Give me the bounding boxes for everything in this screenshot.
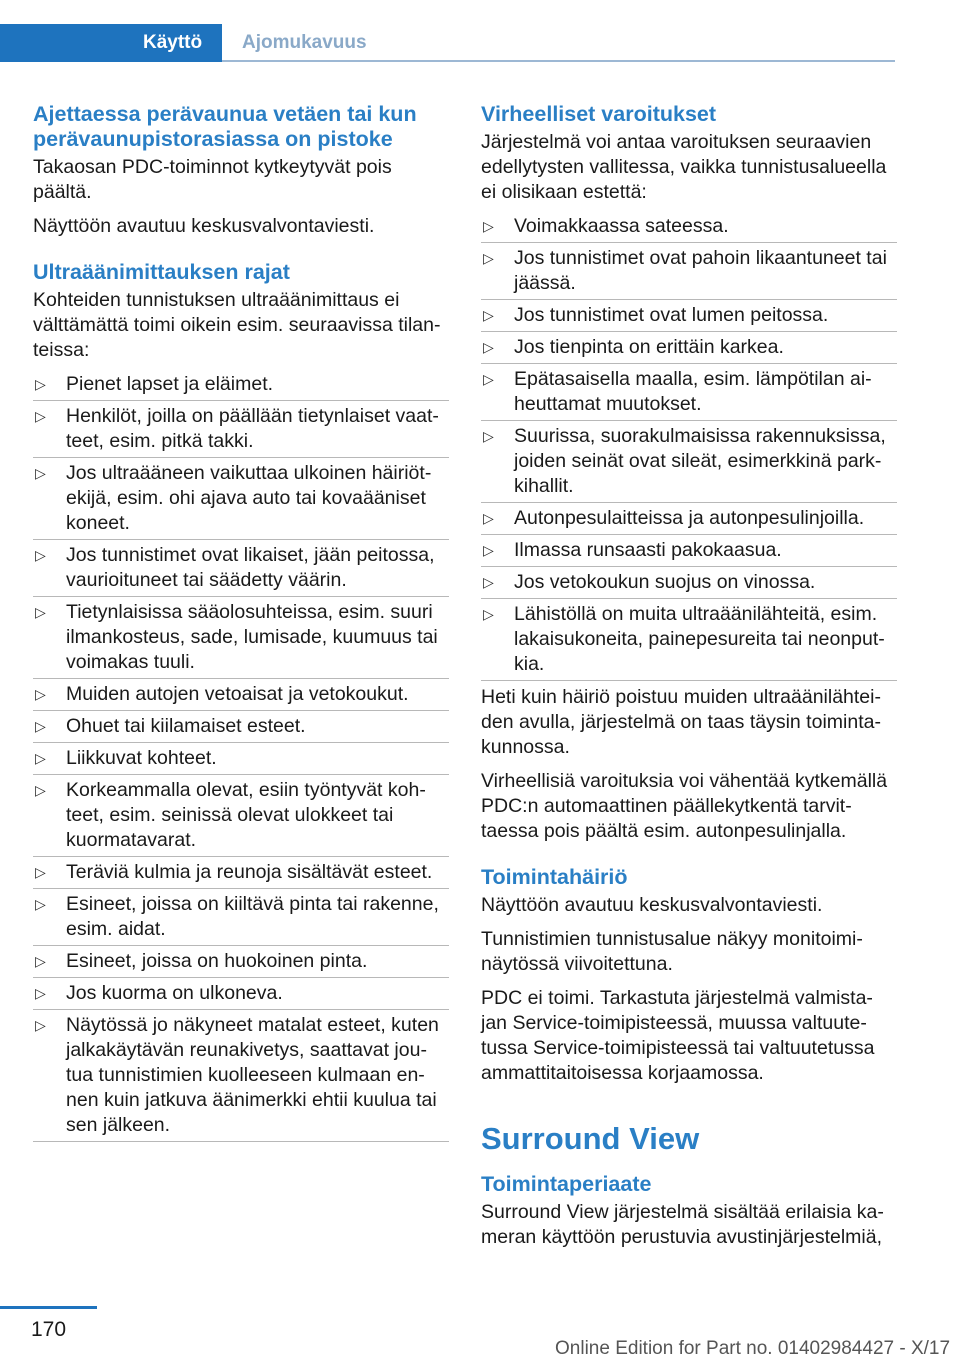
- triangle-bullet-icon: ▷: [35, 864, 46, 880]
- triangle-bullet-icon: ▷: [35, 408, 46, 424]
- triangle-bullet-icon: ▷: [35, 465, 46, 481]
- section-heading-trailer: Ajettaessa perävaunua vetäen tai kun perävaunupistorasiassa on pistoke: [33, 102, 417, 151]
- triangle-bullet-icon: ▷: [483, 250, 494, 266]
- list-item: ▷ Autonpesulaitteissa ja autonpesulinjoilla.: [481, 506, 897, 531]
- paragraph: Tunnistimien tunnistusalue näkyy monitoimi-näytössä viivoitettuna.: [481, 928, 863, 975]
- left-column: [33, 102, 449, 1146]
- list-item: ▷ Jos kuorma on ulkoneva.: [33, 981, 449, 1006]
- list-item: ▷ Ohuet tai kiilamaiset esteet.: [33, 714, 449, 739]
- triangle-bullet-icon: ▷: [483, 371, 494, 387]
- triangle-bullet-icon: ▷: [35, 376, 46, 392]
- section-heading-principle: Toimintaperiaate: [481, 1172, 652, 1196]
- paragraph: Näyttöön avautuu keskusvalvontaviesti.: [33, 215, 375, 237]
- list-item: ▷ Epätasaisella maalla, esim. lämpötilan ai-heuttamat muutokset.: [481, 367, 897, 417]
- list-item: ▷ Teräviä kulmia ja reunoja sisältävät esteet.: [33, 860, 449, 885]
- paragraph: Takaosan PDC-toiminnot kytkeytyvät pois päältä.: [33, 156, 392, 203]
- page-number: 170: [30, 1318, 67, 1341]
- list-item: ▷ Jos tunnistimet ovat pahoin likaantuneet tai jäässä.: [481, 246, 897, 296]
- list-item: ▷ Pienet lapset ja eläimet.: [33, 372, 449, 397]
- triangle-bullet-icon: ▷: [483, 606, 494, 622]
- footer-rule: [0, 1306, 97, 1309]
- chapter-heading-surround-view: Surround View: [481, 1121, 700, 1156]
- paragraph: Virheellisiä varoituksia voi vähentää kytkemällä PDC:n automaattinen päällekytkentä tarvit-taessa pois päältä esim. autonpesulinjalla.: [481, 770, 888, 842]
- triangle-bullet-icon: ▷: [35, 718, 46, 734]
- list-item: ▷ Jos tienpinta on erittäin karkea.: [481, 335, 897, 360]
- paragraph: Surround View järjestelmä sisältää erilaisia ka-meran käyttöön perustuvia avustinjärjestelmiä,: [481, 1201, 884, 1248]
- triangle-bullet-icon: ▷: [483, 339, 494, 355]
- section-heading-false-warnings: Virheelliset varoitukset: [481, 102, 717, 126]
- triangle-bullet-icon: ▷: [35, 547, 46, 563]
- triangle-bullet-icon: ▷: [483, 218, 494, 234]
- triangle-bullet-icon: ▷: [483, 307, 494, 323]
- list-item: ▷ Tietynlaisissa sääolosuhteissa, esim. suuri ilmankosteus, sade, lumisade, kuumuus tai voimakas tuuli.: [33, 600, 449, 675]
- list-item: ▷ Voimakkaassa sateessa.: [481, 214, 897, 239]
- triangle-bullet-icon: ▷: [35, 604, 46, 620]
- paragraph: Heti kuin häiriö poistuu muiden ultraäänilähtei-den avulla, järjestelmä on taas täysin toiminta-kunnossa.: [481, 686, 881, 758]
- paragraph: Järjestelmä voi antaa varoituksen seuraavien edellytysten vallitessa, vaikka tunnistusalueella ei olisikaan estettä:: [481, 131, 887, 203]
- section-heading-limits: Ultraäänimittauksen rajat: [33, 260, 290, 284]
- triangle-bullet-icon: ▷: [35, 896, 46, 912]
- list-item: ▷ Jos vetokoukun suojus on vinossa.: [481, 570, 897, 595]
- triangle-bullet-icon: ▷: [483, 510, 494, 526]
- list-item: ▷ Näytössä jo näkyneet matalat esteet, kuten jalkakäytävän reunakivetys, saattavat jou-tua tunnistimien kuolleeseen kulmaan en-nen kuin jatkuva äänimerkki ehtii kuulua tai sen jälkeen.: [33, 1013, 449, 1138]
- list-item: ▷ Lähistöllä on muita ultraäänilähteitä, esim. lakaisukoneita, painepesureita tai neonput-kia.: [481, 602, 897, 677]
- right-column: [481, 102, 897, 1259]
- paragraph: Kohteiden tunnistuksen ultraäänimittaus ei välttämättä toimi oikein esim. seuraavissa tilan-teissa:: [33, 289, 441, 361]
- list-item: ▷ Esineet, joissa on kiiltävä pinta tai rakenne, esim. aidat.: [33, 892, 449, 942]
- header-tabs: [0, 24, 367, 62]
- list-item: ▷ Ilmassa runsaasti pakokaasua.: [481, 538, 897, 563]
- list-item: ▷ Jos tunnistimet ovat lumen peitossa.: [481, 303, 897, 328]
- limits-list: [33, 372, 449, 1138]
- triangle-bullet-icon: ▷: [483, 428, 494, 444]
- triangle-bullet-icon: ▷: [35, 953, 46, 969]
- list-item: ▷ Liikkuvat kohteet.: [33, 746, 449, 771]
- list-item: ▷ Muiden autojen vetoaisat ja vetokoukut.: [33, 682, 449, 707]
- false-warnings-list: [481, 214, 897, 677]
- list-item: ▷ Jos tunnistimet ovat likaiset, jään peitossa, vaurioituneet tai säädetty väärin.: [33, 543, 449, 593]
- triangle-bullet-icon: ▷: [35, 1017, 46, 1033]
- triangle-bullet-icon: ▷: [35, 686, 46, 702]
- paragraph: Näyttöön avautuu keskusvalvontaviesti.: [481, 894, 823, 916]
- triangle-bullet-icon: ▷: [483, 542, 494, 558]
- list-item: ▷ Suurissa, suorakulmaisissa rakennuksissa, joiden seinät ovat sileät, esimerkkinä park-kihallit.: [481, 424, 897, 499]
- tab-kaytto: Käyttö: [0, 24, 222, 62]
- header-rule: [222, 60, 895, 62]
- section-heading-malfunction: Toimintahäiriö: [481, 865, 628, 889]
- list-item: ▷ Esineet, joissa on huokoinen pinta.: [33, 949, 449, 974]
- triangle-bullet-icon: ▷: [483, 574, 494, 590]
- triangle-bullet-icon: ▷: [35, 750, 46, 766]
- list-item: ▷ Henkilöt, joilla on päällään tietynlaiset vaat-teet, esim. pitkä takki.: [33, 404, 449, 454]
- triangle-bullet-icon: ▷: [35, 782, 46, 798]
- list-item: ▷ Jos ultraääneen vaikuttaa ulkoinen häiriöt-ekijä, esim. ohi ajava auto tai kovaääniset koneet.: [33, 461, 449, 536]
- tab-ajomukavuus: Ajomukavuus: [242, 32, 367, 53]
- edition-note: Online Edition for Part no. 01402984427 - X/17: [555, 1338, 951, 1359]
- triangle-bullet-icon: ▷: [35, 985, 46, 1001]
- paragraph: PDC ei toimi. Tarkastuta järjestelmä valmista-jan Service-toimipisteessä, muussa valtuute-tussa Service-toimipisteessä tai valtuutetussa ammattitaitoisessa korjaamossa.: [481, 987, 875, 1084]
- list-item: ▷ Korkeammalla olevat, esiin työntyvät koh-teet, esim. seinissä olevat ulokkeet tai kuormatavarat.: [33, 778, 449, 853]
